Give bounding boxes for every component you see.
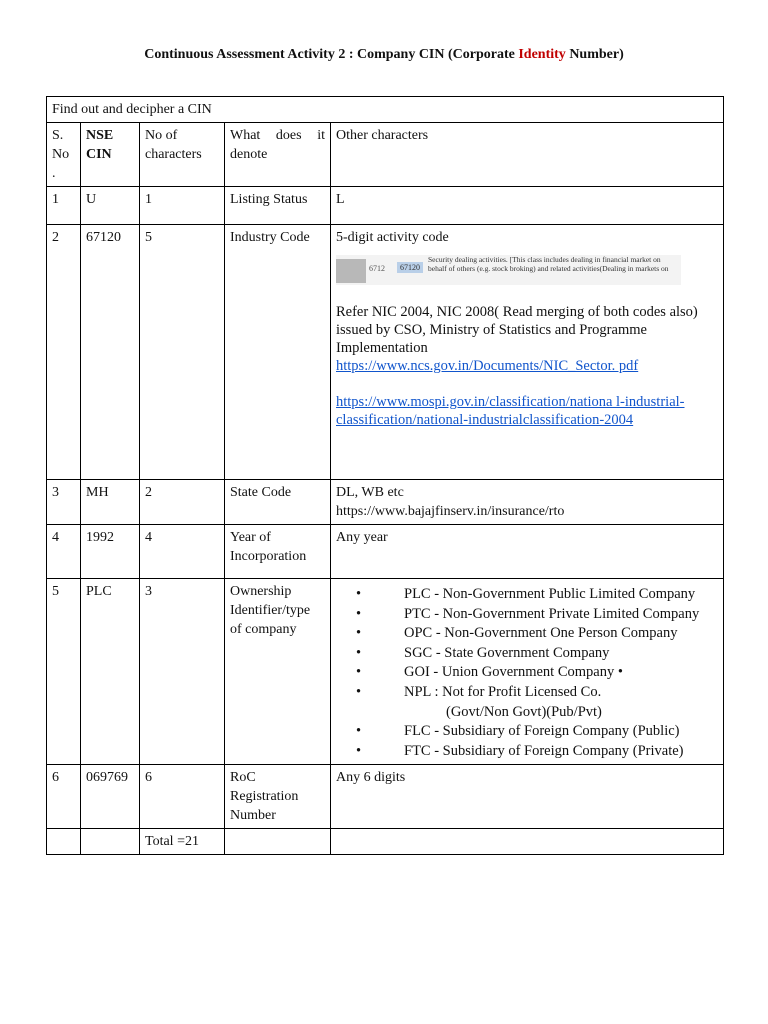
company-type-list	[336, 585, 718, 761]
row-cin: MH	[81, 480, 140, 525]
total-empty-3	[225, 829, 331, 855]
row-sno: 6	[47, 765, 81, 829]
row-other-cell	[331, 225, 724, 480]
table-row	[47, 187, 724, 225]
table-row	[47, 525, 724, 579]
total-value: Total =21	[140, 829, 225, 855]
page-title	[0, 47, 768, 63]
table-row	[47, 579, 724, 765]
mospi-classification-link[interactable]: https://www.mospi.gov.in/classification/nationa l-industrial-classification/national-industrialclassification-2004	[336, 394, 685, 428]
row-chars: 5	[140, 225, 225, 480]
row-other-cell	[331, 480, 724, 525]
title-part-2: Number)	[565, 47, 624, 62]
nic-reference-text: Refer NIC 2004, NIC 2008( Read merging of both codes also) issued by CSO, Ministry of Statistics and Programme Implementation	[336, 304, 698, 356]
header-cin: NSE CIN	[81, 123, 140, 187]
snippet-code-2: 67120	[397, 262, 423, 273]
table-row	[47, 480, 724, 525]
table-header-row	[47, 123, 724, 187]
snippet-shaded-cell	[336, 259, 366, 283]
row-sno: 2	[47, 225, 81, 480]
row-other: Any year	[331, 525, 724, 579]
header-sno: S. No .	[47, 123, 81, 187]
row-chars: 6	[140, 765, 225, 829]
row-denote: Listing Status	[225, 187, 331, 225]
header-denote: What does it denote	[225, 123, 331, 187]
row-cin: 67120	[81, 225, 140, 480]
list-item: • FLC - Subsidiary of Foreign Company (Public)	[356, 723, 680, 740]
row-denote: Year of Incorporation	[225, 525, 331, 579]
header-chars: No of characters	[140, 123, 225, 187]
list-item-continuation: (Govt/Non Govt)(Pub/Pvt)	[446, 703, 602, 720]
row-cin: PLC	[81, 579, 140, 765]
table-row	[47, 765, 724, 829]
table-caption-row	[47, 97, 724, 123]
row-sno: 1	[47, 187, 81, 225]
row-chars: 4	[140, 525, 225, 579]
row-cin: 069769	[81, 765, 140, 829]
row-sno: 3	[47, 480, 81, 525]
rto-link-text: https://www.bajajfinserv.in/insurance/rto	[336, 504, 565, 519]
row-other: DL, WB etc	[336, 485, 404, 500]
total-empty-4	[331, 829, 724, 855]
row-chars: 2	[140, 480, 225, 525]
row-denote: Industry Code	[225, 225, 331, 480]
row-cin: 1992	[81, 525, 140, 579]
list-item: • PTC - Non-Government Private Limited Company	[356, 605, 700, 622]
row-cin: U	[81, 187, 140, 225]
list-item: • GOI - Union Government Company •	[356, 664, 623, 681]
total-empty-1	[47, 829, 81, 855]
title-part-1: Continuous Assessment Activity 2 : Company CIN (Corporate	[144, 47, 519, 62]
row-other: L	[331, 187, 724, 225]
list-item: • OPC - Non-Government One Person Company	[356, 625, 678, 642]
list-item: • SGC - State Government Company	[356, 644, 610, 661]
header-other: Other characters	[331, 123, 724, 187]
row-denote: State Code	[225, 480, 331, 525]
nic-snippet-image	[336, 255, 681, 285]
table-total-row	[47, 829, 724, 855]
row-denote: Ownership Identifier/type of company	[225, 579, 331, 765]
row-chars: 3	[140, 579, 225, 765]
row-other: 5-digit activity code	[336, 230, 449, 245]
list-item: • NPL : Not for Profit Licensed Co.	[356, 683, 602, 700]
snippet-description: Security dealing activities. [This class includes dealing in financial market on behalf of others (e.g. stock broking) and related activities(Dealing in markets on	[428, 255, 669, 273]
table-row	[47, 225, 724, 480]
table-caption: Find out and decipher a CIN	[47, 97, 724, 123]
row-sno: 4	[47, 525, 81, 579]
row-other-cell	[331, 579, 724, 765]
row-other: Any 6 digits	[331, 765, 724, 829]
row-sno: 5	[47, 579, 81, 765]
total-empty-2	[81, 829, 140, 855]
row-denote: RoC Registration Number	[225, 765, 331, 829]
snippet-code-1: 6712	[369, 264, 385, 273]
list-item: • PLC - Non-Government Public Limited Company	[356, 586, 696, 602]
cin-table	[46, 96, 724, 855]
title-highlight: Identity	[518, 47, 566, 62]
row-chars: 1	[140, 187, 225, 225]
list-item: • FTC - Subsidiary of Foreign Company (Private)	[356, 742, 684, 759]
nic-sector-link[interactable]: https://www.ncs.gov.in/Documents/NIC_Sector. pdf	[336, 358, 639, 374]
